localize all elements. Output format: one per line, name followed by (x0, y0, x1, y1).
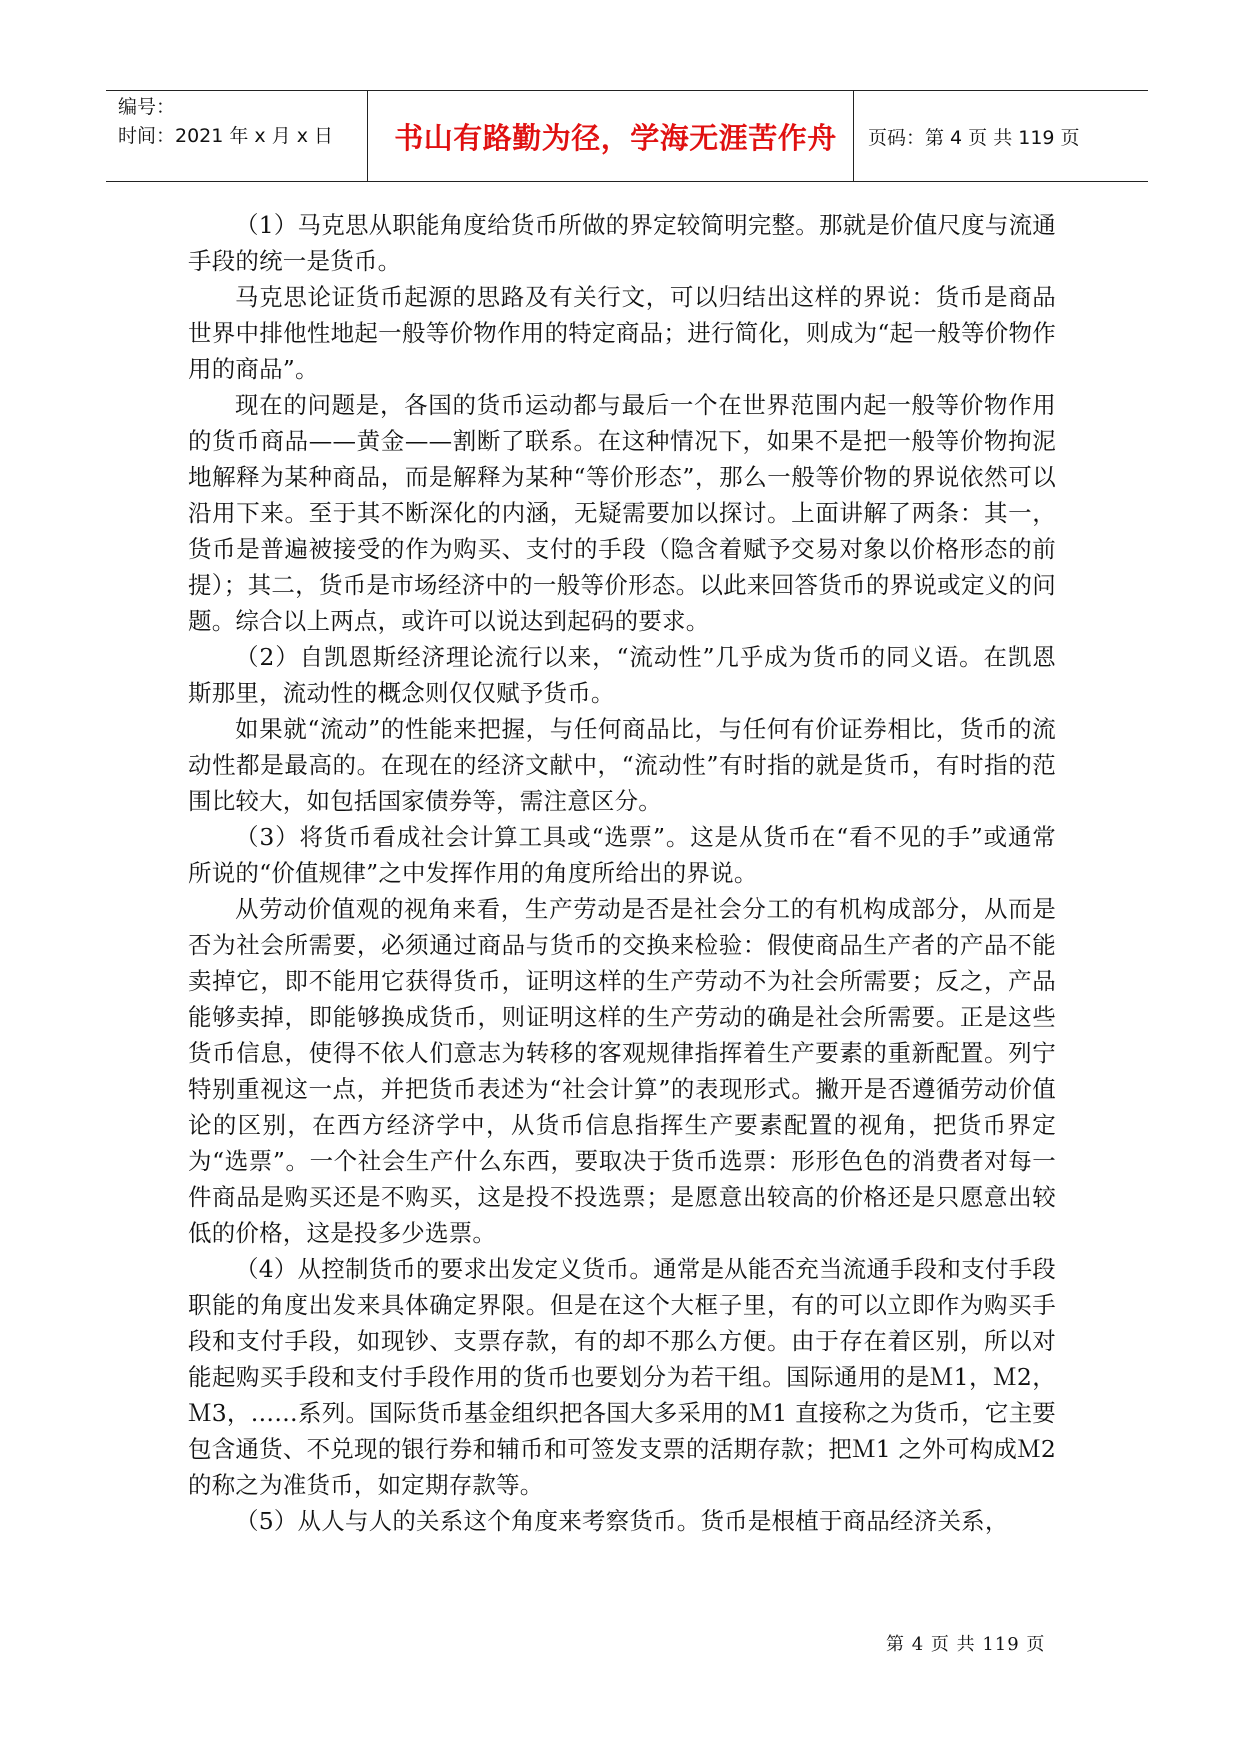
document-time-label: 时间：2021 年 x 月 x 日 (118, 125, 334, 147)
paragraph: （5）从人与人的关系这个角度来考察货币。货币是根植于商品经济关系， (235, 1507, 1009, 1535)
paragraph: （3）将货币看成社会计算工具或“选票”。这是从货币在“看不见的手”或通常所说的“价值规律”之中发挥作用的角度所给出的界说。 (188, 823, 1056, 887)
page-header (106, 90, 1148, 182)
header-motto-cell (368, 91, 854, 181)
paragraph: 马克思论证货币起源的思路及有关行文，可以归结出这样的界说：货币是商品世界中排他性地起一般等价物作用的特定商品；进行简化，则成为“起一般等价物作用的商品”。 (188, 283, 1056, 383)
header-page-cell (854, 91, 1148, 181)
document-body (188, 207, 1056, 1539)
header-motto: 书山有路勤为径，学海无涯苦作舟 (394, 120, 837, 155)
paragraph: 如果就“流动”的性能来把握，与任何商品比，与任何有价证券相比，货币的流动性都是最高的。在现在的经济文献中，“流动性”有时指的就是货币，有时指的范围比较大，如包括国家债券等，需注意区分。 (188, 715, 1056, 815)
paragraph: （4）从控制货币的要求出发定义货币。通常是从能否充当流通手段和支付手段职能的角度出发来具体确定界限。但是在这个大框子里，有的可以立即作为购买手段和支付手段，如现钞、支票存款，有的却不那么方便。由于存在着区别，所以对能起购买手段和支付手段作用的货币也要划分为若干组。国际通用的是Ｍ1，Ｍ2，Ｍ3，……系列。国际货币基金组织把各国大多采用的Ｍ1 直接称之为货币，它主要包含通货、不兑现的银行券和辅币和可签发支票的活期存款；把Ｍ1 之外可构成Ｍ2 的称之为准货币，如定期存款等。 (188, 1255, 1056, 1499)
paragraph: 现在的问题是，各国的货币运动都与最后一个在世界范围内起一般等价物作用的货币商品——黄金——割断了联系。在这种情况下，如果不是把一般等价物拘泥地解释为某种商品，而是解释为某种“等价形态”，那么一般等价物的界说依然可以沿用下来。至于其不断深化的内涵，无疑需要加以探讨。上面讲解了两条：其一，货币是普遍被接受的作为购买、支付的手段（隐含着赋予交易对象以价格形态的前提）；其二，货币是市场经济中的一般等价形态。以此来回答货币的界说或定义的问题。综合以上两点，或许可以说达到起码的要求。 (188, 391, 1056, 635)
header-page-number: 页码：第 4 页 共 119 页 (868, 126, 1080, 149)
paragraph: （1）马克思从职能角度给货币所做的界定较简明完整。那就是价值尺度与流通手段的统一是货币。 (188, 211, 1056, 275)
page-footer: 第 4 页 共 119 页 (886, 1634, 1046, 1655)
paragraph: （2）自凯恩斯经济理论流行以来，“流动性”几乎成为货币的同义语。在凯恩斯那里，流动性的概念则仅仅赋予货币。 (188, 643, 1056, 707)
document-number-label: 编号： (118, 96, 176, 118)
header-meta (106, 91, 368, 181)
paragraph: 从劳动价值观的视角来看，生产劳动是否是社会分工的有机构成部分，从而是否为社会所需要，必须通过商品与货币的交换来检验：假使商品生产者的产品不能卖掉它，即不能用它获得货币，证明这样的生产劳动不为社会所需要；反之，产品能够卖掉，即能够换成货币，则证明这样的生产劳动的确是社会所需要。正是这些货币信息，使得不依人们意志为转移的客观规律指挥着生产要素的重新配置。列宁特别重视这一点，并把货币表述为“社会计算”的表现形式。撇开是否遵循劳动价值论的区别，在西方经济学中，从货币信息指挥生产要素配置的视角，把货币界定为“选票”。一个社会生产什么东西，要取决于货币选票：形形色色的消费者对每一件商品是购买还是不购买，这是投不投选票；是愿意出较高的价格还是只愿意出较低的价格，这是投多少选票。 (188, 895, 1056, 1247)
